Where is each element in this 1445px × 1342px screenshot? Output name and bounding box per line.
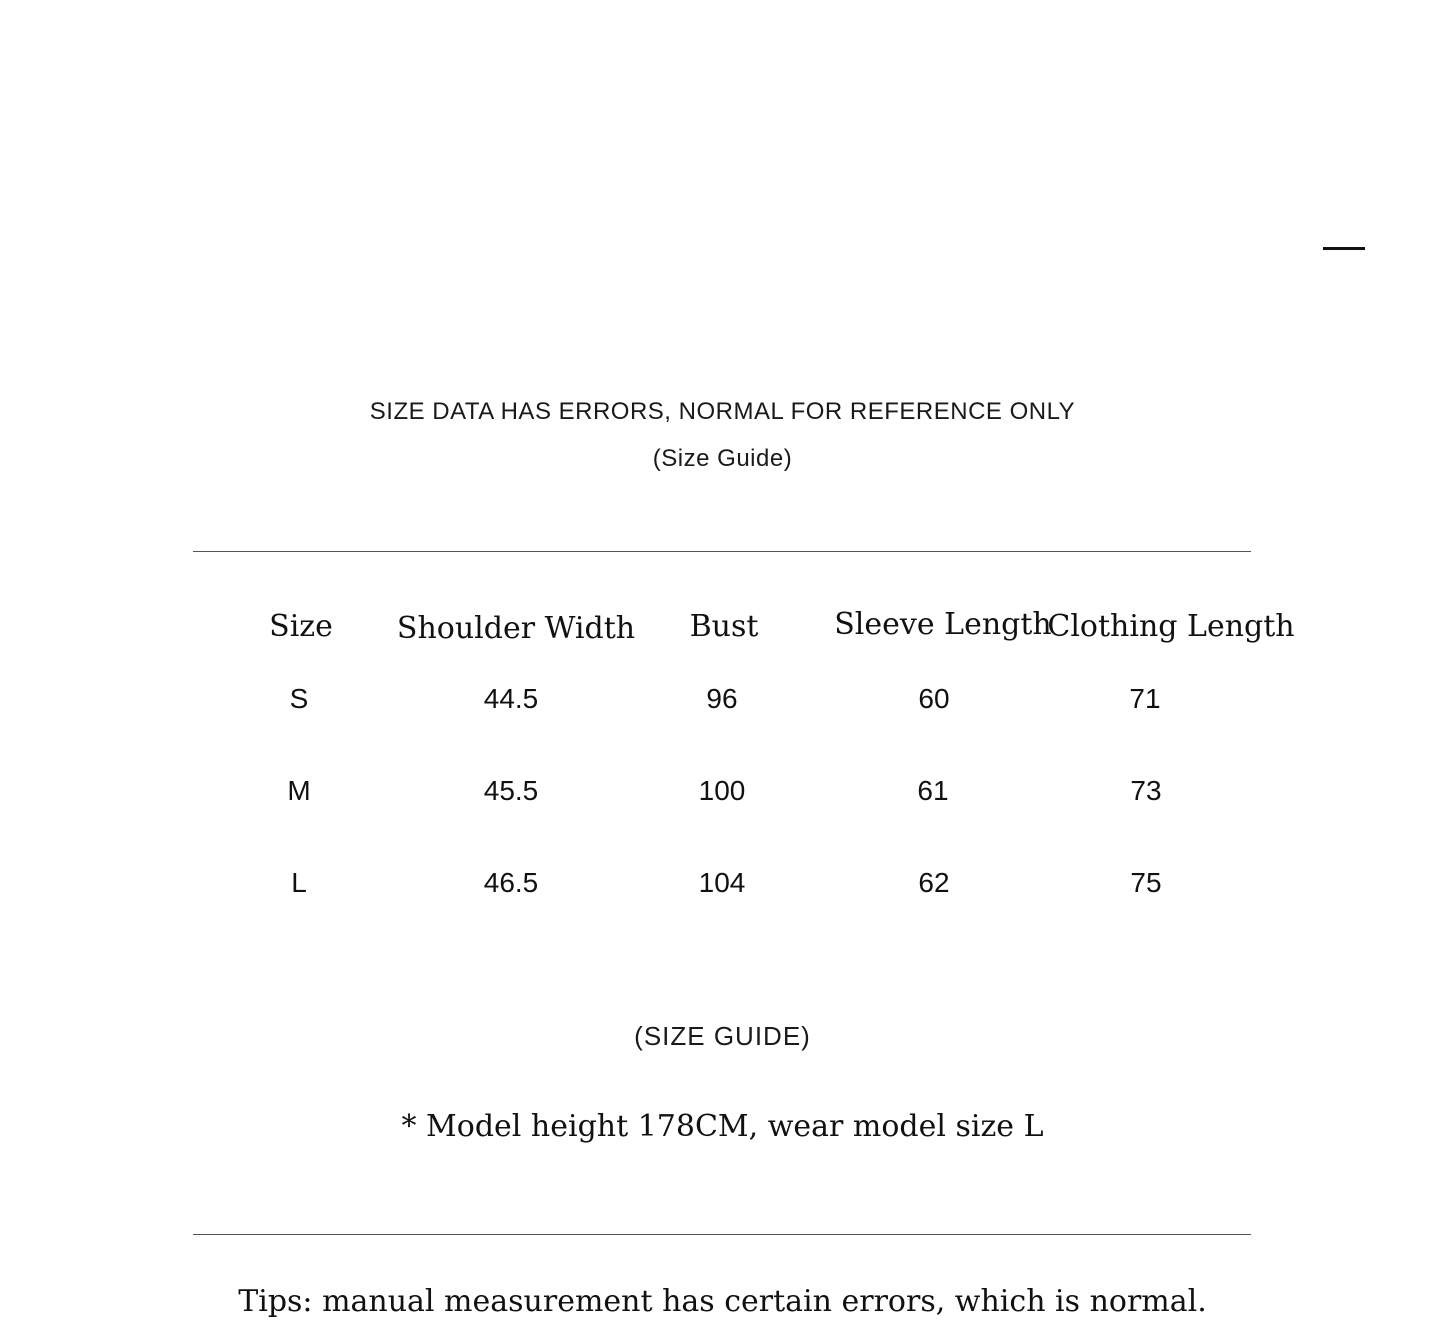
cell-size: L: [291, 867, 307, 898]
cell-shoulder-width: 45.5: [483, 775, 539, 806]
size-disclaimer: SIZE DATA HAS ERRORS, NORMAL FOR REFERENCE ONLY: [369, 398, 1076, 425]
header-sleeve-length: Sleeve Length: [834, 607, 1052, 642]
cell-size: M: [287, 775, 311, 806]
header-shoulder-width: Shoulder Width: [396, 611, 636, 646]
cell-sleeve-length: 60: [918, 683, 950, 714]
header-bust: Bust: [689, 609, 759, 644]
model-note: * Model height 178CM, wear model size L: [401, 1109, 1044, 1144]
size-guide-label: (SIZE GUIDE): [634, 1021, 811, 1051]
cell-clothing-length: 75: [1130, 867, 1162, 898]
cell-shoulder-width: 44.5: [483, 683, 539, 714]
cell-shoulder-width: 46.5: [483, 867, 539, 898]
size-guide-subtitle: (Size Guide): [652, 445, 793, 472]
minimize-dash: [1323, 247, 1365, 250]
cell-bust: 96: [706, 683, 738, 714]
header-clothing-length: Clothing Length: [1047, 609, 1295, 644]
cell-clothing-length: 71: [1129, 683, 1161, 714]
top-divider: [193, 551, 1251, 552]
cell-bust: 104: [698, 867, 746, 898]
cell-bust: 100: [698, 775, 746, 806]
cell-sleeve-length: 61: [917, 775, 949, 806]
cell-clothing-length: 73: [1130, 775, 1162, 806]
measurement-tips: Tips: manual measurement has certain errors, which is normal.: [238, 1284, 1207, 1319]
cell-sleeve-length: 62: [918, 867, 950, 898]
cell-size: S: [289, 683, 309, 714]
bottom-divider: [193, 1234, 1251, 1235]
header-size: Size: [269, 609, 333, 644]
